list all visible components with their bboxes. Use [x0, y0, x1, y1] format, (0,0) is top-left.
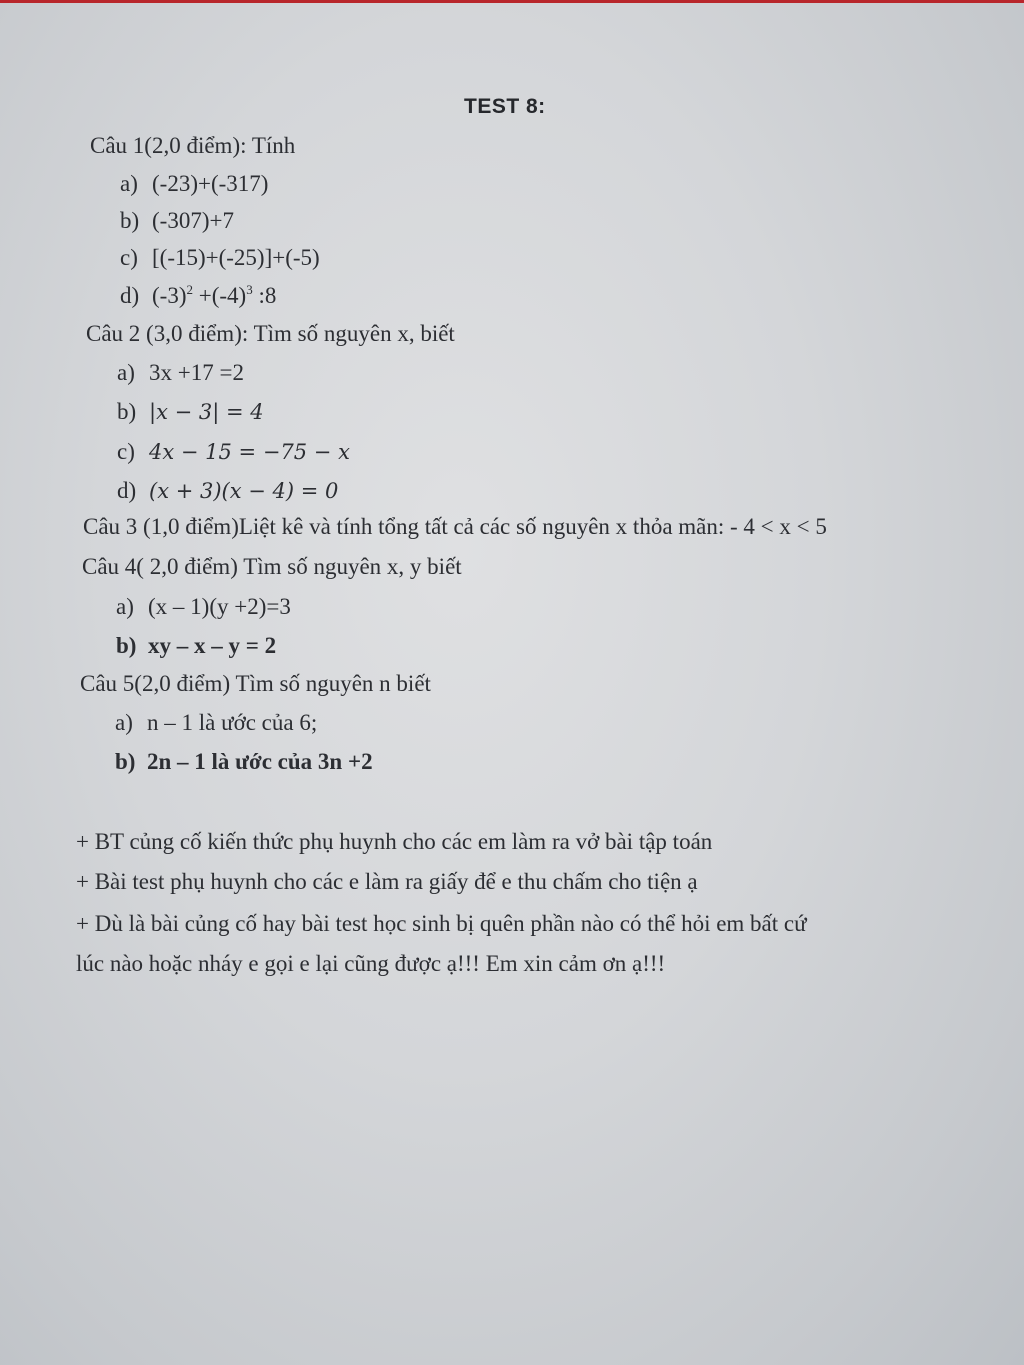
item-label: b) — [120, 208, 140, 233]
item-label: a) — [116, 594, 134, 619]
item-text: xy – x – y = 2 — [148, 633, 277, 658]
item-text: |x − 3| = 4 — [149, 400, 264, 424]
exponent: 2 — [186, 282, 193, 297]
q2-item-b — [117, 399, 264, 425]
item-text-part: +(-4) — [192, 283, 247, 308]
exponent: 3 — [246, 282, 253, 297]
note-line: + Bài test phụ huynh cho các e làm ra giấy để e thu chấm cho tiện ạ — [76, 869, 698, 894]
q2-item-d — [117, 478, 338, 504]
q4-item-a — [116, 594, 291, 620]
item-text-part: (-3) — [152, 283, 187, 308]
item-text: 4x − 15 = −75 − x — [149, 440, 350, 464]
item-label: b) — [115, 749, 136, 774]
q1-item-d — [120, 283, 276, 309]
note-line: lúc nào hoặc nháy e gọi e lại cũng được ạ!!! Em xin cảm ơn ạ!!! — [76, 951, 666, 976]
item-text: 2n – 1 là ước của 3n +2 — [147, 749, 373, 774]
item-text: n – 1 là ước của 6; — [147, 710, 318, 735]
q1-item-a — [120, 171, 268, 197]
note-line: + BT củng cố kiến thức phụ huynh cho các em làm ra vở bài tập toán — [76, 829, 713, 854]
item-text: [(-15)+(-25)]+(-5) — [152, 245, 320, 270]
item-label: a) — [117, 360, 135, 385]
item-label: c) — [117, 439, 135, 464]
item-label: b) — [117, 399, 137, 424]
item-label: c) — [120, 245, 138, 270]
item-label: d) — [120, 283, 140, 308]
q2-item-a — [117, 360, 244, 386]
item-label: a) — [120, 171, 138, 196]
item-label: a) — [115, 710, 133, 735]
note-line: + Dù là bài củng cố hay bài test học sinh bị quên phần nào có thể hỏi em bất cứ — [76, 911, 807, 936]
item-text: (x + 3)(x − 4) = 0 — [149, 479, 339, 503]
item-text: (x – 1)(y +2)=3 — [148, 594, 291, 619]
item-text: (-307)+7 — [152, 208, 234, 233]
question-3-heading: Câu 3 (1,0 điểm)Liệt kê và tính tổng tất cả các số nguyên x thỏa mãn: - 4 < x < 5 — [83, 514, 827, 539]
q5-item-b — [115, 749, 373, 775]
question-2-heading: Câu 2 (3,0 điểm): Tìm số nguyên x, biết — [86, 321, 455, 346]
item-text: (-23)+(-317) — [152, 171, 269, 196]
q1-item-b — [120, 208, 234, 234]
question-5-heading: Câu 5(2,0 điểm) Tìm số nguyên n biết — [80, 671, 431, 696]
q2-item-c — [117, 439, 350, 465]
item-label: b) — [116, 633, 137, 658]
q5-item-a — [115, 710, 317, 736]
question-4-heading: Câu 4( 2,0 điểm) Tìm số nguyên x, y biết — [82, 554, 462, 579]
item-text: 3x +17 =2 — [149, 360, 244, 385]
question-1-heading: Câu 1(2,0 điểm): Tính — [90, 133, 296, 158]
q4-item-b — [116, 633, 276, 659]
test-title: TEST 8: — [464, 95, 546, 118]
item-label: d) — [117, 478, 137, 503]
item-text-part: :8 — [252, 283, 277, 308]
q1-item-c — [120, 245, 320, 271]
